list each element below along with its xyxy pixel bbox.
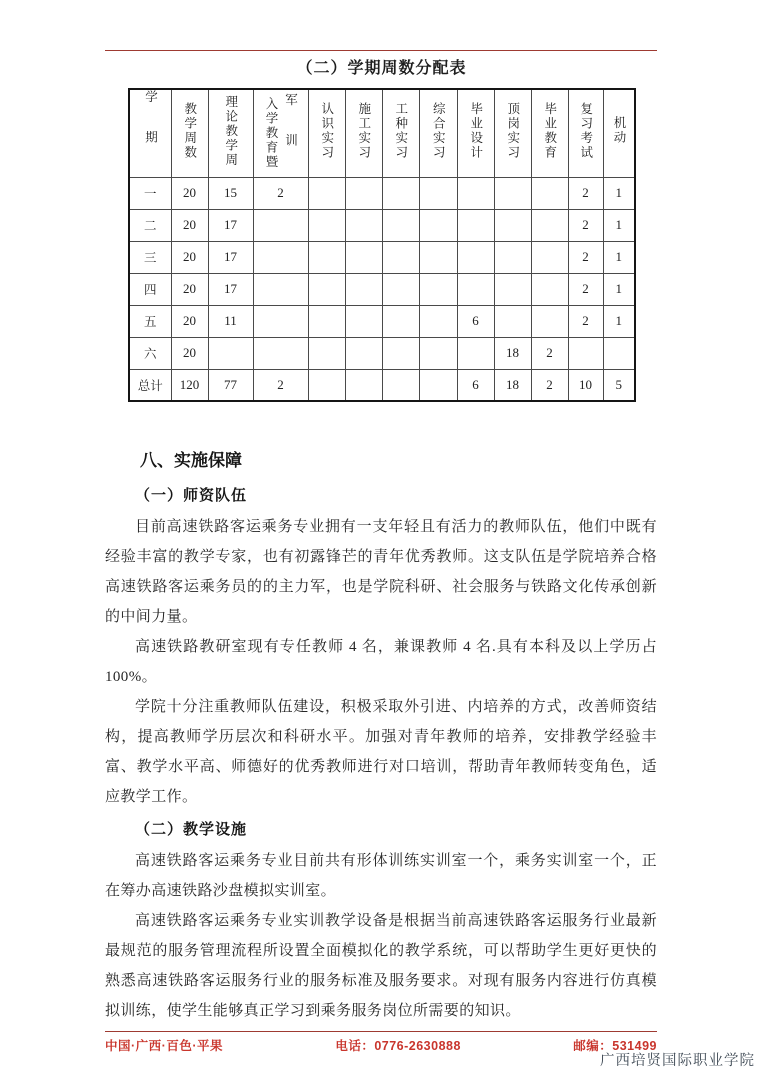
table-cell: 1	[603, 305, 635, 337]
table-cell	[419, 273, 457, 305]
col-header-graduation-design: 毕业设计	[457, 89, 494, 177]
table-cell: 11	[208, 305, 253, 337]
table-cell: 1	[603, 177, 635, 209]
table-cell	[419, 177, 457, 209]
table-cell: 18	[494, 337, 531, 369]
semester-weeks-table	[128, 88, 636, 402]
table-cell	[457, 241, 494, 273]
table-cell	[382, 273, 419, 305]
table-cell	[308, 273, 345, 305]
table-cell: 1	[603, 209, 635, 241]
col-header-semester: 学期	[129, 89, 171, 177]
table-cell: 6	[457, 369, 494, 401]
table-cell	[419, 241, 457, 273]
table-cell	[457, 177, 494, 209]
institution-name: 广西培贤国际职业学院	[600, 1053, 755, 1069]
table-cell: 2	[568, 177, 603, 209]
table-cell	[345, 305, 382, 337]
footer	[105, 1036, 657, 1054]
table-cell: 6	[457, 305, 494, 337]
table-cell	[531, 209, 568, 241]
table-cell	[308, 177, 345, 209]
subsection-heading-facilities: （二）教学设施	[135, 821, 248, 838]
table-cell	[253, 241, 308, 273]
table-cell	[531, 241, 568, 273]
table-cell: 2	[531, 369, 568, 401]
table-cell	[531, 273, 568, 305]
table-cell	[419, 209, 457, 241]
table-cell	[494, 177, 531, 209]
table-cell	[253, 305, 308, 337]
row-label: 一	[129, 177, 171, 209]
table-cell	[308, 337, 345, 369]
row-label: 二	[129, 209, 171, 241]
table-title: （二）学期周数分配表	[296, 60, 467, 77]
col-header-post-practice: 顶岗实习	[494, 89, 531, 177]
table-cell	[531, 177, 568, 209]
table-cell: 10	[568, 369, 603, 401]
table-cell	[531, 305, 568, 337]
table-cell	[308, 241, 345, 273]
table-cell	[382, 305, 419, 337]
table-cell	[253, 337, 308, 369]
table-row	[129, 273, 635, 305]
table-cell	[382, 209, 419, 241]
table-cell: 2	[568, 273, 603, 305]
col-header-enrollment-military: 入学教育暨 军训	[253, 89, 308, 177]
table-cell	[457, 209, 494, 241]
table-cell	[419, 337, 457, 369]
table-cell	[345, 337, 382, 369]
table-cell	[382, 241, 419, 273]
table-cell: 17	[208, 241, 253, 273]
col-header-cognition-practice: 认识实习	[308, 89, 345, 177]
table-cell: 1	[603, 241, 635, 273]
table-cell: 120	[171, 369, 208, 401]
table-cell: 20	[171, 177, 208, 209]
col-header-construction-practice: 施工实习	[345, 89, 382, 177]
table-cell: 2	[568, 305, 603, 337]
table-cell: 20	[171, 241, 208, 273]
table-cell	[494, 305, 531, 337]
table-cell	[457, 273, 494, 305]
section-heading-implementation: 八、实施保障	[140, 451, 242, 470]
table-cell: 20	[171, 273, 208, 305]
table-cell	[494, 241, 531, 273]
table-cell	[345, 273, 382, 305]
col-header-comprehensive-practice: 综合实习	[419, 89, 457, 177]
table-cell	[208, 337, 253, 369]
table-header-row	[129, 89, 635, 177]
table-cell	[382, 177, 419, 209]
table-cell	[494, 273, 531, 305]
table-cell	[494, 209, 531, 241]
table-cell	[308, 369, 345, 401]
table-cell	[345, 241, 382, 273]
table-cell	[382, 337, 419, 369]
table-row	[129, 177, 635, 209]
paragraph-facilities-2: 高速铁路客运乘务专业实训教学设备是根据当前高速铁路客运服务行业最新最规范的服务管理流程所设置全面模拟化的教学系统，可以帮助学生更好更快的熟悉高速铁路客运服务行业的服务标准及服务要求。对现有服务内容进行仿真模拟训练，使学生能够真正学习到乘务服务岗位所需要的知识。	[105, 913, 657, 1019]
table-cell: 2	[568, 241, 603, 273]
table-cell: 2	[568, 209, 603, 241]
table-cell: 5	[603, 369, 635, 401]
table-cell: 20	[171, 305, 208, 337]
table-cell: 18	[494, 369, 531, 401]
col-header-theory-weeks: 理论教学周	[208, 89, 253, 177]
table-cell	[253, 209, 308, 241]
footer-location: 中国·广西·百色·平果	[105, 1039, 223, 1053]
row-label: 五	[129, 305, 171, 337]
table-cell	[568, 337, 603, 369]
table-row	[129, 209, 635, 241]
paragraph-facilities-1: 高速铁路客运乘务专业目前共有形体训练实训室一个，乘务实训室一个，正在筹办高速铁路沙盘模拟实训室。	[105, 853, 657, 899]
footer-postcode: 邮编：531499	[573, 1039, 657, 1053]
row-label: 六	[129, 337, 171, 369]
table-cell	[603, 337, 635, 369]
table-cell	[345, 209, 382, 241]
table-cell: 20	[171, 337, 208, 369]
table-cell: 17	[208, 209, 253, 241]
col-header-graduation-education: 毕业教育	[531, 89, 568, 177]
table-row	[129, 305, 635, 337]
table-cell: 2	[253, 369, 308, 401]
table-cell	[419, 305, 457, 337]
table-cell: 20	[171, 209, 208, 241]
col-header-worktype-practice: 工种实习	[382, 89, 419, 177]
table-row	[129, 369, 635, 401]
table-cell: 1	[603, 273, 635, 305]
paragraph-faculty-1: 目前高速铁路客运乘务专业拥有一支年轻且有活力的教师队伍，他们中既有经验丰富的教学专家，也有初露锋芒的青年优秀教师。这支队伍是学院培养合格高速铁路客运乘务员的的主力军，也是学院科研、社会服务与铁路文化传承创新的中间力量。	[105, 519, 657, 625]
paragraph-faculty-2: 高速铁路教研室现有专任教师 4 名，兼课教师 4 名.具有本科及以上学历占100%。	[105, 639, 657, 685]
header-rule	[105, 50, 657, 51]
table-cell	[419, 369, 457, 401]
table-cell	[308, 305, 345, 337]
table-cell: 77	[208, 369, 253, 401]
table-cell: 17	[208, 273, 253, 305]
table-row	[129, 241, 635, 273]
table-cell	[308, 209, 345, 241]
col-header-teaching-weeks: 教学周数	[171, 89, 208, 177]
table-cell	[382, 369, 419, 401]
table-cell: 15	[208, 177, 253, 209]
table-cell	[345, 177, 382, 209]
table-cell	[345, 369, 382, 401]
table-row	[129, 337, 635, 369]
table-cell: 2	[531, 337, 568, 369]
row-label: 三	[129, 241, 171, 273]
col-header-review-exam: 复习考试	[568, 89, 603, 177]
footer-rule	[105, 1031, 657, 1032]
body-content	[105, 448, 657, 1026]
row-label: 四	[129, 273, 171, 305]
row-label: 总计	[129, 369, 171, 401]
footer-phone: 电话：0776-2630888	[335, 1039, 461, 1053]
subsection-heading-faculty: （一）师资队伍	[135, 487, 248, 504]
table-cell	[253, 273, 308, 305]
table-cell: 2	[253, 177, 308, 209]
table-cell	[457, 337, 494, 369]
col-header-flexible: 机动	[603, 89, 635, 177]
paragraph-faculty-3: 学院十分注重教师队伍建设，积极采取外引进、内培养的方式，改善师资结构，提高教师学历层次和科研水平。加强对青年教师的培养，安排教学经验丰富、教学水平高、师德好的优秀教师进行对口培训，帮助青年教师转变角色，适应教学工作。	[105, 699, 657, 805]
